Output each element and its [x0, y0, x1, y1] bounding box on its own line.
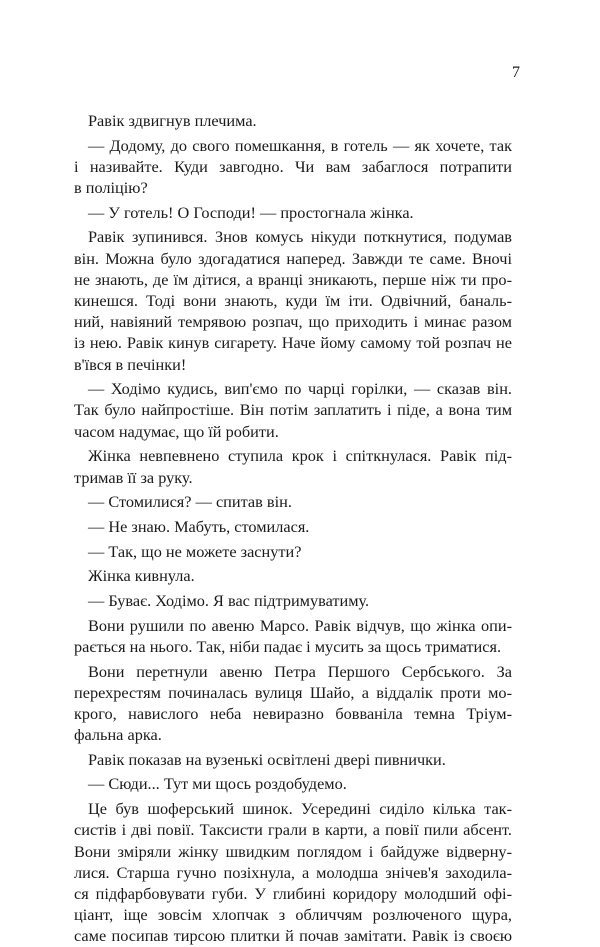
text-line: із нею. Равік кинув сигарету. Наче йому самому той розпач не	[74, 333, 512, 353]
text-line: він. Можна було здогадатися наперед. Завжди те саме. Вночі	[74, 248, 512, 268]
text-line: — Сюди... Тут ми щось роздобудемо.	[88, 774, 347, 794]
text-line: — Так, що не можете заснути?	[88, 541, 302, 561]
text-line: саме посипав тирсою плитки й почав замітати. Равік із своєю	[74, 926, 512, 946]
text-line: ний, навіяний темрявою розпач, що приходить і минає разом	[74, 312, 512, 332]
text-line: фальна арка.	[74, 725, 162, 745]
text-line: не знають, де їм дітися, а вранці зникають, перше ніж ти про-	[74, 269, 512, 289]
text-line: — Додому, до свого помешкання, в готель — як хочете, так	[88, 135, 512, 155]
text-line: крого, навислого неба невиразно бовваніла темна Тріум-	[74, 703, 512, 723]
text-line: рається на нього. Так, ніби падає і мусить за щось триматися.	[74, 636, 502, 656]
text-line: — Буває. Ходімо. Я вас підтримуватиму.	[88, 590, 370, 610]
body-text	[74, 110, 512, 946]
text-line: — У готель! О Господи! — простогнала жінка.	[88, 202, 414, 222]
text-line: перехрестям починалась вулиця Шайо, а віддалік проти мо-	[74, 682, 512, 702]
text-line: ціант, іще зовсім хлопчак з обличчям розлюченого щура,	[74, 905, 512, 925]
text-line: Вони перетнули авеню Петра Першого Сербського. За	[88, 661, 512, 681]
text-line: систів і дві повії. Таксисти грали в карти, а повії пили абсент.	[74, 820, 512, 840]
text-line: Жінка невпевнено ступила крок і спіткнулася. Равік під-	[88, 446, 512, 466]
text-line: і називайте. Куди завгодно. Чи вам забаглося потрапити	[74, 156, 512, 176]
text-line: лися. Старша гучно позіхнула, а молодша знічев'я заходила-	[74, 862, 512, 882]
text-line: — Стомилися? — спитав він.	[88, 492, 292, 512]
text-line: Вони рушили по авеню Марсо. Равік відчув, що жінка опи-	[88, 615, 512, 635]
page-number: 7	[512, 64, 520, 81]
text-line: Це був шоферський шинок. Усередині сиділо кілька так-	[88, 799, 512, 819]
text-line: Так було найпростіше. Він потім заплатить і піде, а вона тим	[74, 400, 512, 420]
text-line: — Ходімо кудись, вип'ємо по чарці горілки, — сказав він.	[88, 379, 512, 399]
text-line: в поліцію?	[74, 178, 148, 198]
text-line: Вони зміряли жінку швидким поглядом і байдуже відверну-	[74, 841, 512, 861]
text-line: Равік здвигнув плечима.	[88, 111, 257, 130]
text-line: ся підфарбовувати губи. У глибині коридору молодший офі-	[74, 883, 512, 903]
text-line: — Не знаю. Мабуть, стомилася.	[88, 516, 310, 536]
text-line: часом надумає, що їй робити.	[74, 421, 279, 441]
text-line: в'ївся в печінки!	[74, 354, 187, 374]
text-line: кинешся. Тоді вони знають, куди їм іти. Одвічний, баналь-	[74, 291, 512, 310]
text-line: Равік зупинився. Знов комусь нікуди поткнутися, подумав	[88, 227, 512, 247]
text-line: Жінка кивнула.	[88, 566, 195, 586]
text-line: тримав її за руку.	[74, 467, 193, 487]
text-line: Равік показав на вузенькі освітлені двері пивнички.	[88, 749, 446, 769]
